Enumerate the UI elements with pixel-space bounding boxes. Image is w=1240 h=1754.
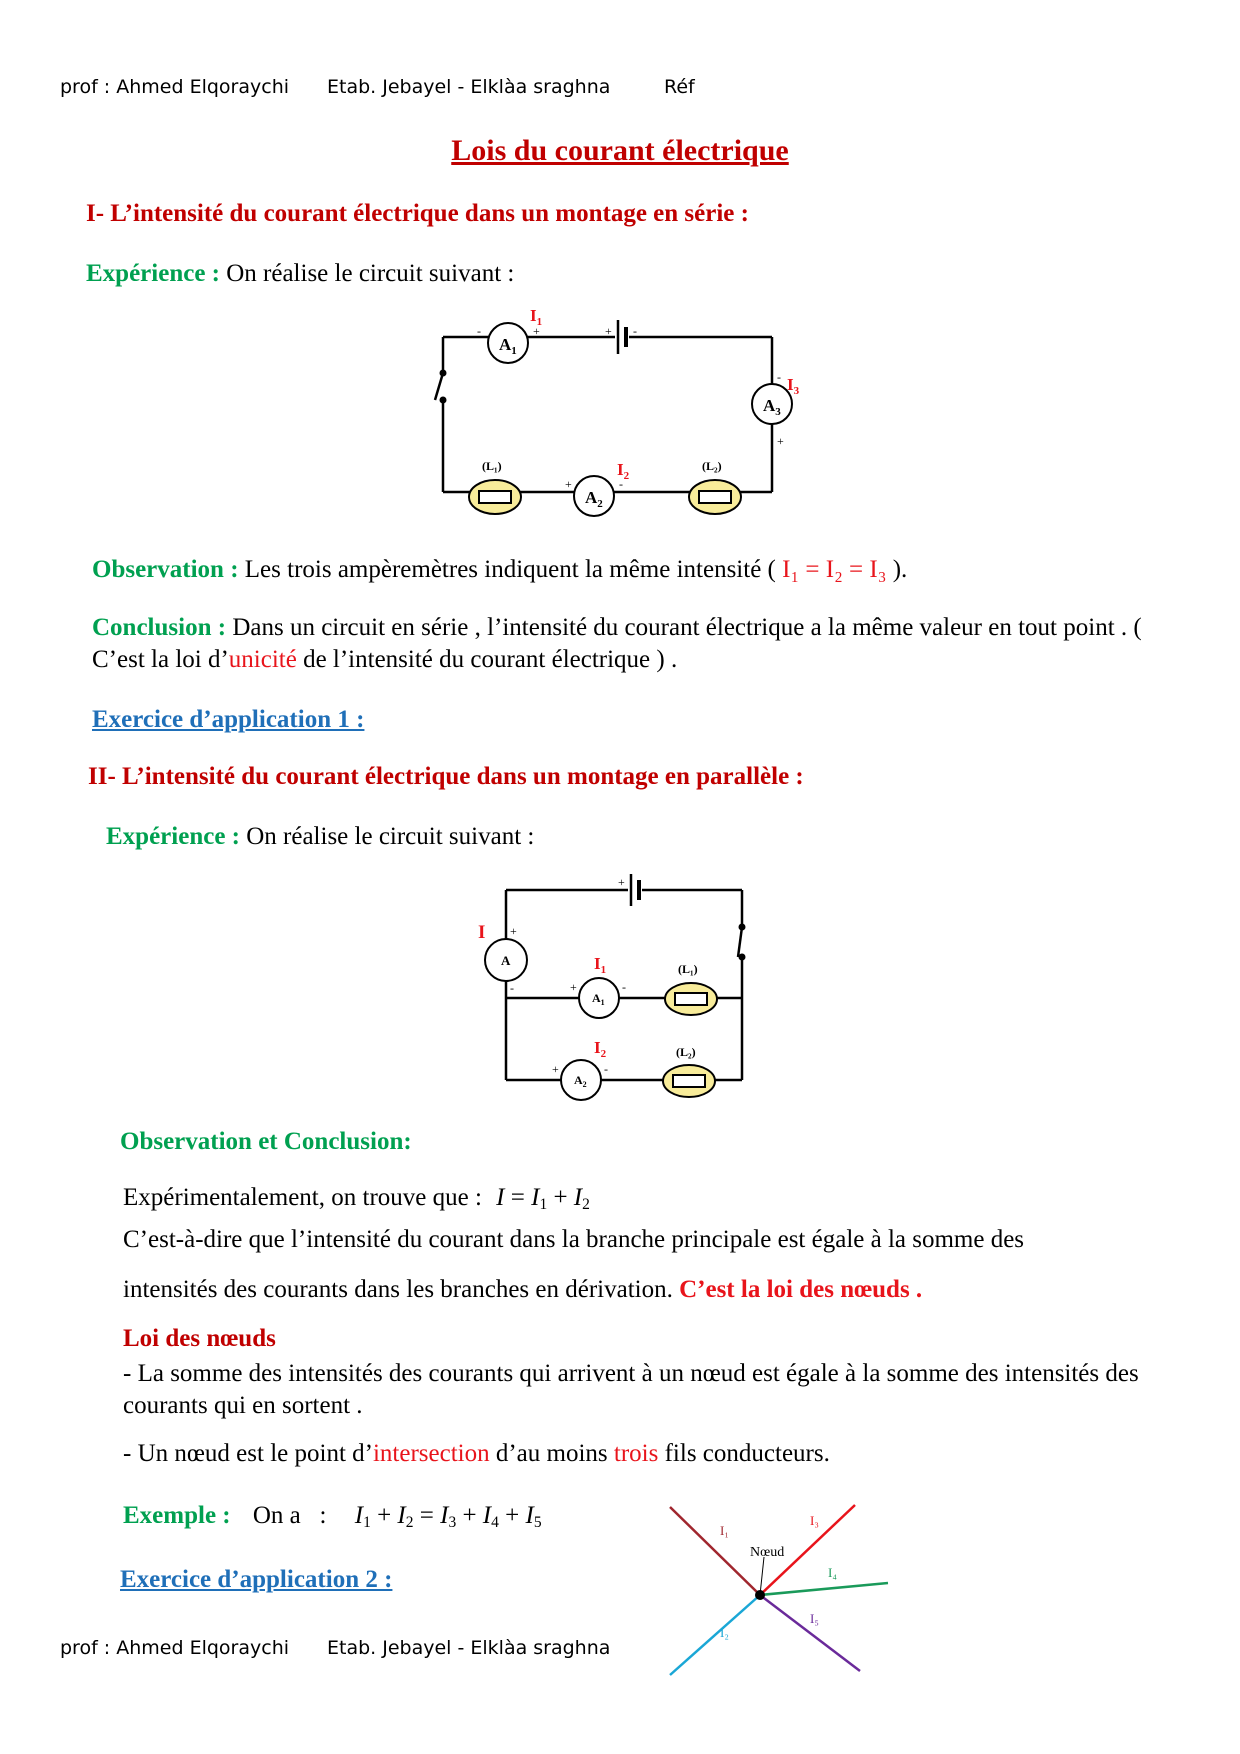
wire-i1	[670, 1507, 760, 1595]
conclusion-label: Conclusion :	[92, 614, 227, 641]
experience-label: Expérience :	[86, 260, 220, 287]
experience-text: On réalise le circuit suivant :	[226, 260, 515, 287]
a2-minus: -	[604, 1062, 608, 1076]
observation-equation: I₁ = I₂ = I₃	[782, 556, 887, 583]
example-formula: $I_1 + I_2 = I_3 + I_4 + I_5$	[354, 1502, 542, 1531]
series-circuit-diagram	[425, 305, 815, 525]
page-title: Lois du courant électrique	[451, 134, 789, 167]
current-i1-label: $I_1$	[594, 954, 607, 976]
diagram-i1-label: I₁	[720, 1523, 729, 1538]
a1-minus: -	[622, 980, 626, 994]
diagram-i2-label: I₂	[720, 1625, 729, 1640]
ammeter-a3-label: $A_3$	[763, 396, 781, 418]
lamp-l2-filament	[699, 491, 731, 503]
section2-heading: II- L’intensité du courant électrique dans un montage en parallèle :	[88, 763, 804, 790]
explanation-text: intensités des courants dans les branches en dérivation.	[123, 1276, 673, 1303]
a2-minus: -	[619, 477, 623, 491]
formula-main: $I = I_1 + I_2$	[496, 1184, 590, 1213]
current-i3-label: $I_3$	[787, 375, 800, 397]
law-title: Loi des nœuds	[123, 1325, 276, 1352]
parallel-circuit-diagram	[470, 862, 760, 1102]
a2-plus: +	[565, 477, 572, 491]
diagram-i5-label: I₅	[810, 1611, 819, 1626]
exercise-2-link[interactable]: Exercice d’application 2 :	[120, 1566, 393, 1593]
ammeter-a1-label: $A_1$	[499, 335, 517, 357]
lamp-l1-label: (L₁)	[678, 962, 698, 976]
lamp-l1-filament	[675, 993, 707, 1005]
a2-plus: +	[552, 1062, 559, 1076]
lamp-l2-label: (L₂)	[676, 1045, 696, 1059]
ammeter-a1-label: $A_1$	[592, 991, 605, 1007]
example-line	[123, 1502, 542, 1532]
a3-plus: +	[777, 434, 784, 448]
footer-author: prof : Ahmed Elqoraychi	[60, 1637, 290, 1659]
observation-end: ).	[892, 556, 908, 583]
lamp-l2-filament	[673, 1075, 705, 1087]
observation	[92, 556, 907, 584]
ammeter-a2-label: $A_2$	[574, 1073, 587, 1089]
footer-school: Etab. Jebayel - Elklàa sraghna	[327, 1637, 611, 1659]
experimental-line	[123, 1184, 590, 1214]
diagram-i3-label: I₃	[810, 1513, 819, 1528]
law-of-nodes-statement: C’est la loi des nœuds .	[679, 1276, 923, 1303]
conclusion	[92, 612, 1172, 676]
main-plus: +	[510, 924, 517, 938]
current-i2-label: $I_2$	[594, 1038, 607, 1060]
node-pointer	[760, 1557, 764, 1595]
a1-plus: +	[570, 980, 577, 994]
ammeter-a2-label: $A_2$	[585, 488, 603, 510]
switch-contact-icon	[739, 924, 746, 931]
law-text: - La somme des intensités des courants qui arrivent à un nœud est égale à la somme des intensités des courants qui en sortent .	[123, 1360, 1139, 1419]
section1-experience	[86, 260, 514, 288]
current-i2-label: $I_2$	[617, 460, 630, 482]
a1-minus: -	[477, 324, 481, 338]
battery-plus: +	[605, 324, 612, 338]
a1-plus: +	[533, 324, 540, 338]
experience-label: Expérience :	[106, 823, 240, 850]
current-i1-label: $I_1$	[530, 306, 543, 328]
battery-plus: +	[618, 875, 625, 889]
lamp-l1-filament	[479, 491, 511, 503]
main-minus: -	[510, 981, 514, 995]
battery-minus: -	[633, 324, 637, 338]
explanation-line-1: C’est-à-dire que l’intensité du courant dans la branche principale est égale à la somme des	[123, 1226, 1025, 1253]
observation-conclusion-label: Observation et Conclusion:	[120, 1128, 412, 1155]
wire-i4	[760, 1583, 888, 1595]
exercise-1-link[interactable]: Exercice d’application 1 :	[92, 706, 365, 733]
conclusion-unicite: unicité	[228, 646, 297, 673]
node-diagram	[660, 1495, 900, 1685]
current-i-label: I	[478, 922, 486, 943]
lamp-l1-label: (L₁)	[482, 459, 502, 473]
section1-heading: I- L’intensité du courant électrique dans un montage en série :	[86, 200, 749, 227]
observation-label: Observation :	[92, 556, 239, 583]
header-ref: Réf	[664, 76, 695, 98]
conclusion-text2: de l’intensité du courant électrique ) .	[296, 646, 678, 673]
intersection-word: intersection	[372, 1440, 490, 1467]
conclusion-text1: Dans un circuit en série , l’intensité du courant électrique a la même valeur en tout point . ( C’est la loi d’	[92, 614, 1142, 673]
experimental-text: Expérimentalement, on trouve que :	[123, 1184, 482, 1211]
experience-text: On réalise le circuit suivant :	[246, 823, 535, 850]
switch-contact-icon	[440, 370, 447, 377]
trois-word: trois	[613, 1440, 659, 1467]
wire-i5	[760, 1595, 860, 1671]
header-school: Etab. Jebayel - Elklàa sraghna	[327, 76, 611, 98]
diagram-i4-label: I₄	[828, 1565, 837, 1580]
explanation-line-2	[123, 1276, 922, 1304]
node-definition: - Un nœud est le point d’intersection d’au moins trois fils conducteurs.	[123, 1440, 830, 1467]
ammeter-main-label: A	[501, 953, 511, 968]
wire-i2	[670, 1595, 760, 1675]
example-label: Exemple :	[123, 1502, 231, 1529]
example-text: On a :	[252, 1502, 327, 1529]
section2-experience	[106, 823, 534, 851]
node-label: Nœud	[750, 1545, 785, 1560]
lamp-l2-label: (L₂)	[702, 459, 722, 473]
switch-contact-icon	[440, 397, 447, 404]
switch-contact-icon	[739, 954, 746, 961]
observation-text: Les trois ampèremètres indiquent la même intensité (	[244, 556, 776, 583]
header-author: prof : Ahmed Elqoraychi	[60, 76, 290, 98]
a3-minus: -	[777, 370, 781, 384]
